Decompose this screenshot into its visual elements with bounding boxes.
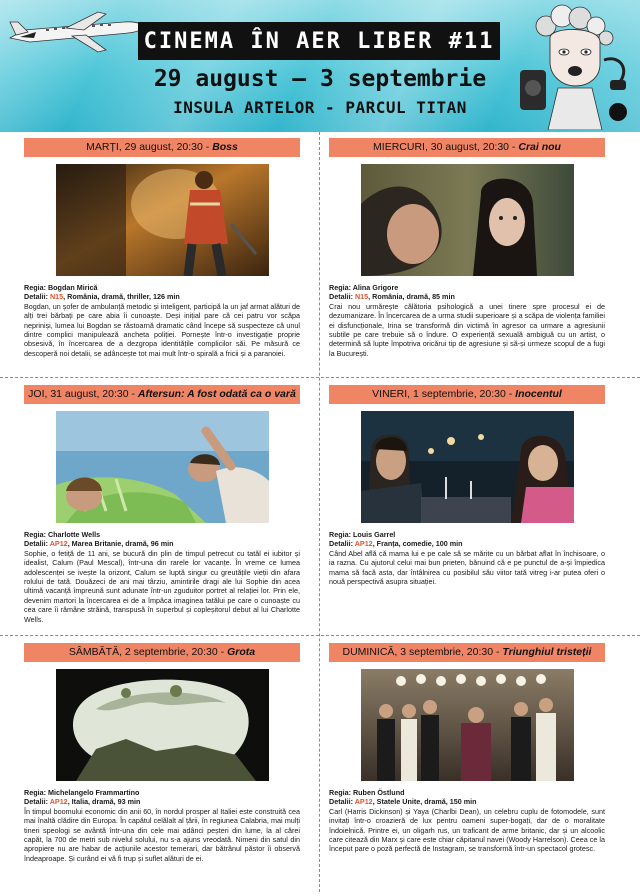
film-details: , Statele Unite, dramă, 150 min: [372, 797, 477, 807]
director-name: Charlotte Wells: [47, 530, 101, 539]
film-synopsis: Sophie, o fetiță de 11 ani, se bucură din plin de timpul petrecut cu tatăl ei iubitor și idealist, Calum (Paul Mescal), într-una din rarele lor vacanțe. În vreme ce lumea adolescenței se ivește la orizont, Calum se luptă singur cu greutățile vieții din afara rolului de tată. Douăzeci de ani mai târziu, amintirile dragi ale lui Sophie din acea ultimă vacanță împreună sunt adunate într-un zguduitor portret al relației lor. Prin ele, devenim martori la încercarea ei de a împăca imaginea tatălui pe care o cunoaște cu cea care îi rămâne străină, transpusă în superbul și copleșitorul debut al lui Charlotte Wells.: [24, 548, 300, 624]
age-rating: AP12: [354, 797, 373, 807]
screening-day-bar: [329, 385, 605, 404]
details-line: Detalii: N15, România, dramă, thriller, 126 min: [24, 292, 180, 302]
director-line: Regia: Charlotte Wells: [24, 530, 101, 539]
film-details: , România, dramă, 85 min: [368, 292, 455, 302]
film-details: , România, dramă, thriller, 126 min: [63, 292, 180, 302]
film-card-boss: [24, 138, 300, 358]
age-rating: AP12: [49, 539, 68, 549]
director-line: Regia: Alina Grigore: [329, 283, 399, 292]
details-line: Detalii: AP12, Statele Unite, dramă, 150 min: [329, 797, 477, 807]
film-details: , Italia, dramă, 93 min: [67, 797, 141, 807]
row-divider: [0, 635, 640, 636]
details-line: Detalii: AP12, Marea Britanie, dramă, 96 min: [24, 539, 174, 549]
film-info: [329, 530, 605, 586]
film-synopsis: Crai nou urmărește călătoria psihologică a unei tinere spre procesul ei de dezumanizare. În încercarea de a urma studii superioare și a scăpa de violența familiei ei disfuncționale, Irina se transformă din victimă în agresor ca urmare a agresiunii subtile pe care trebuie să o îndure. O experiență sexuală ambiguă cu un artist, o determină să lupte împotriva oricărui tip de agresiune și să-și urmeze scopul de a fugi la București.: [329, 301, 605, 358]
film-still: [56, 669, 269, 781]
film-title: Triunghiul tristeții: [502, 646, 592, 658]
film-still: [361, 411, 574, 523]
age-rating: N15: [354, 292, 369, 302]
screening-day-bar: [24, 643, 300, 662]
screening-day-bar: [24, 138, 300, 157]
screening-day-bar: [24, 385, 300, 404]
airplane-illustration: [6, 8, 146, 56]
director-line: Regia: Ruben Östlund: [329, 788, 405, 797]
film-synopsis: Bogdan, un șofer de ambulanță metodic și inteligent, participă la un jaf armat alături de alți trei bărbați pe care abia îi cunoaște. Deși inițial pare că cei patru vor scăpa nepriniși, lumea lui Bogdan se răstoarnă dramatic când începe să suspecteze că unul dintre complici manipulează ancheta poliției. Pornește într-o investigație proprie obsesivă, în încercarea de a dezgropa identitățile complicilor săi. Pe măsură ce descoperă noi detalii, se adâncește tot mai mult într-o spirală a fricii și a paranoiei.: [24, 301, 300, 358]
film-title: Inocentul: [515, 388, 562, 400]
director-name: Ruben Östlund: [352, 788, 405, 797]
film-still: [361, 164, 574, 276]
film-still: [56, 411, 269, 523]
film-card-crai-nou: [329, 138, 605, 358]
director-line: Regia: Louis Garrel: [329, 530, 396, 539]
details-line: Detalii: N15, România, dramă, 85 min: [329, 292, 455, 302]
festival-venue: INSULA ARTELOR - PARCUL TITAN: [173, 98, 467, 117]
film-title: Aftersun: A fost odată ca o vară: [137, 388, 296, 400]
film-title: Grota: [227, 646, 256, 658]
details-line: Detalii: AP12, Italia, dramă, 93 min: [24, 797, 141, 807]
film-synopsis: Carl (Harris Dickinson) și Yaya (Charlbi Dean), un celebru cuplu de fotomodele, sunt invitați într-o croazieră de lux pentru oameni super-bogați, dar de o moralitate îndoielnică. Printre ei, un oligarh rus, un traficant de arme britanic, dar și un alcoolic care citează din Marx și care este chiar căpitanul navei (Woody Harrelson). Ceea ce la început pare o poză perfectă de Instagram, se transformă într-un spectacol grotesc.: [329, 806, 605, 854]
director-name: Bogdan Mirică: [47, 283, 98, 292]
age-rating: AP12: [49, 797, 68, 807]
poster-header: [0, 0, 640, 132]
screening-day: MARȚI, 29 august, 20:30 -: [86, 141, 213, 153]
film-title: Boss: [212, 141, 238, 153]
director-name: Louis Garrel: [352, 530, 396, 539]
screening-day: JOI, 31 august, 20:30 -: [28, 388, 138, 400]
film-info: [329, 283, 605, 358]
age-rating: N15: [49, 292, 64, 302]
director-name: Alina Grigore: [352, 283, 399, 292]
screening-day: SÂMBĂTĂ, 2 septembrie, 20:30 -: [68, 646, 228, 658]
director-line: Regia: Bogdan Mirică: [24, 283, 98, 292]
film-still: [56, 164, 269, 276]
film-card-grota: [24, 643, 300, 863]
film-synopsis: Când Abel află că mama lui e pe cale să se mărite cu un bărbat aflat în închisoare, o ia razna. Cu ajutorul celui mai bun prieten, bănuind că e pe punctul de a-și împiedica mama să facă asta, dar întâlnirea cu posibilul său viitor tată vitreg i-ar putea oferi o nouă perspectivă asupra situației.: [329, 548, 605, 587]
film-synopsis: În timpul boomului economic din anii 60, în nordul prosper al Italiei este construită cea mai înaltă clădire din Europa. În capătul celălalt al țării, în regiunea Calabria, mai mulți tineri speologi se avântă într-una din cele mai adânci peșteri din lume, la al cărei capăt, la 700 de metri sub nivelul solului, nu s-a ajuns vreodată. Nimeni din satul din apropiere nu are habar de acțiunile acestor temerari, dar bătrânul păstor îi observă îndeaproape. Și curând ei vă fi trup și suflet alături de ei.: [24, 806, 300, 863]
retro-woman-illustration: [506, 4, 636, 130]
film-info: [24, 283, 300, 358]
festival-title: CINEMA ÎN AER LIBER #11: [138, 22, 500, 60]
film-card-inocentul: [329, 385, 605, 586]
film-still: [361, 669, 574, 781]
film-info: [24, 788, 300, 863]
screening-day-bar: [329, 643, 605, 662]
screening-day: VINERI, 1 septembrie, 20:30 -: [372, 388, 516, 400]
film-card-triunghiul-tristetii: [329, 643, 605, 854]
film-details: , Franța, comedie, 100 min: [372, 539, 463, 549]
film-details: , Marea Britanie, dramă, 96 min: [67, 539, 174, 549]
screening-day: DUMINICĂ, 3 septembrie, 20:30 -: [342, 646, 503, 658]
screening-day: MIERCURI, 30 august, 20:30 -: [373, 141, 519, 153]
director-line: Regia: Michelangelo Frammartino: [24, 788, 140, 797]
film-info: [24, 530, 300, 624]
column-divider: [319, 132, 320, 892]
screening-day-bar: [329, 138, 605, 157]
details-line: Detalii: AP12, Franța, comedie, 100 min: [329, 539, 463, 549]
film-info: [329, 788, 605, 854]
director-name: Michelangelo Frammartino: [47, 788, 140, 797]
age-rating: AP12: [354, 539, 373, 549]
row-divider: [0, 377, 640, 378]
film-card-aftersun: [24, 385, 300, 624]
film-title: Crai nou: [518, 141, 561, 153]
festival-dates: 29 august – 3 septembrie: [153, 66, 487, 92]
